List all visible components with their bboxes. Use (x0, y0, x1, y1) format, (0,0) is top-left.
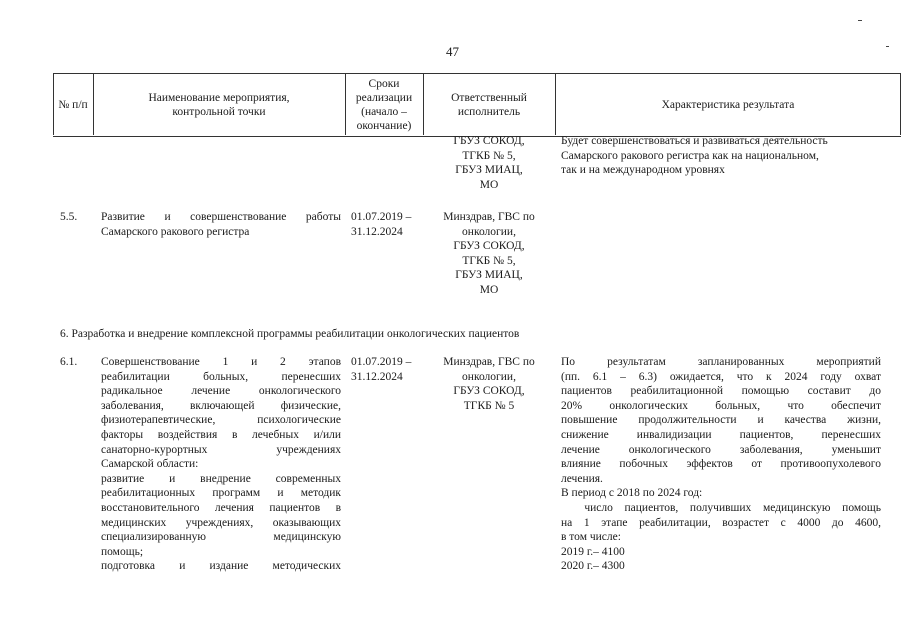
header-col-executor: Ответственный исполнитель (451, 92, 527, 118)
header-col-dates: Сроки реализации (начало – окончание) (355, 78, 413, 132)
page-number: 47 (446, 44, 459, 59)
row-6-1-num: 6.1. (60, 356, 78, 368)
header-col-num: № п/п (58, 99, 88, 111)
row-6-1-name: Совершенствование 1 и 2 этапов реабилитации больных, перенесших радикальное лечение онкологического заболевания, включающей физические, физиотерапевтические, психологические факторы воздействия в лечебных и/или санаторно-курортных учреждениях Самарской области: развитие и внедрение современных реабилитационных программ и методик восстановительного лечения пациентов в медицинских учреждениях, оказывающих специализированную медицинскую помощь; подготовка и издание методических (101, 356, 341, 573)
row-5-5-name: Развитие и совершенствование работы Самарского ракового регистра (101, 211, 341, 238)
header-col-result: Характеристика результата (661, 99, 795, 111)
row-6-1-executor: Минздрав, ГВС по онкологии, ГБУЗ СОКОД, ТГКБ № 5 (443, 356, 535, 412)
row-6-1-result: По результатам запланированных мероприятий (пп. 6.1 – 6.3) ожидается, что к 2024 году охват пациентов реабилитационной помощью составит до 20% онкологических больных, что обеспечит повышение продолжительности и качества жизни, снижение инвалидизации пациентов, перенесших лечение онкологического заболевания, уменьшит влияние побочных эффектов от противоопухолевого лечения. В период с 2018 по 2024 год: число пациентов, получивших медицинскую помощь на 1 этапе реабилитации, возрастет с 4000 до 4600, в том числе: 2019 г.– 4100 2020 г.– 4300 (561, 356, 881, 573)
grid-line (423, 73, 424, 135)
grid-line (900, 73, 901, 135)
cont-result: Будет совершенствоваться и развиваться деятельность Самарского ракового регистра как на национальном, так и на международном уровнях (561, 135, 828, 177)
header-col-name: Наименование мероприятия, контрольной точки (148, 92, 290, 118)
grid-line (93, 73, 94, 135)
row-5-5-num: 5.5. (60, 211, 78, 223)
row-5-5-dates: 01.07.2019 – 31.12.2024 (351, 211, 412, 238)
row-5-5-executor: Минздрав, ГВС по онкологии, ГБУЗ СОКОД, ТГКБ № 5, ГБУЗ МИАЦ, МО (443, 211, 535, 296)
grid-line (53, 73, 54, 135)
cont-executor: ГБУЗ СОКОД, ТГКБ № 5, ГБУЗ МИАЦ, МО (453, 135, 525, 191)
grid-line (555, 73, 556, 135)
table-header (53, 73, 901, 137)
section-6-heading: 6. Разработка и внедрение комплексной программы реабилитации онкологических пациентов (60, 328, 520, 340)
scan-mark (858, 20, 862, 21)
row-6-1-dates: 01.07.2019 – 31.12.2024 (351, 356, 412, 383)
grid-line (345, 73, 346, 135)
